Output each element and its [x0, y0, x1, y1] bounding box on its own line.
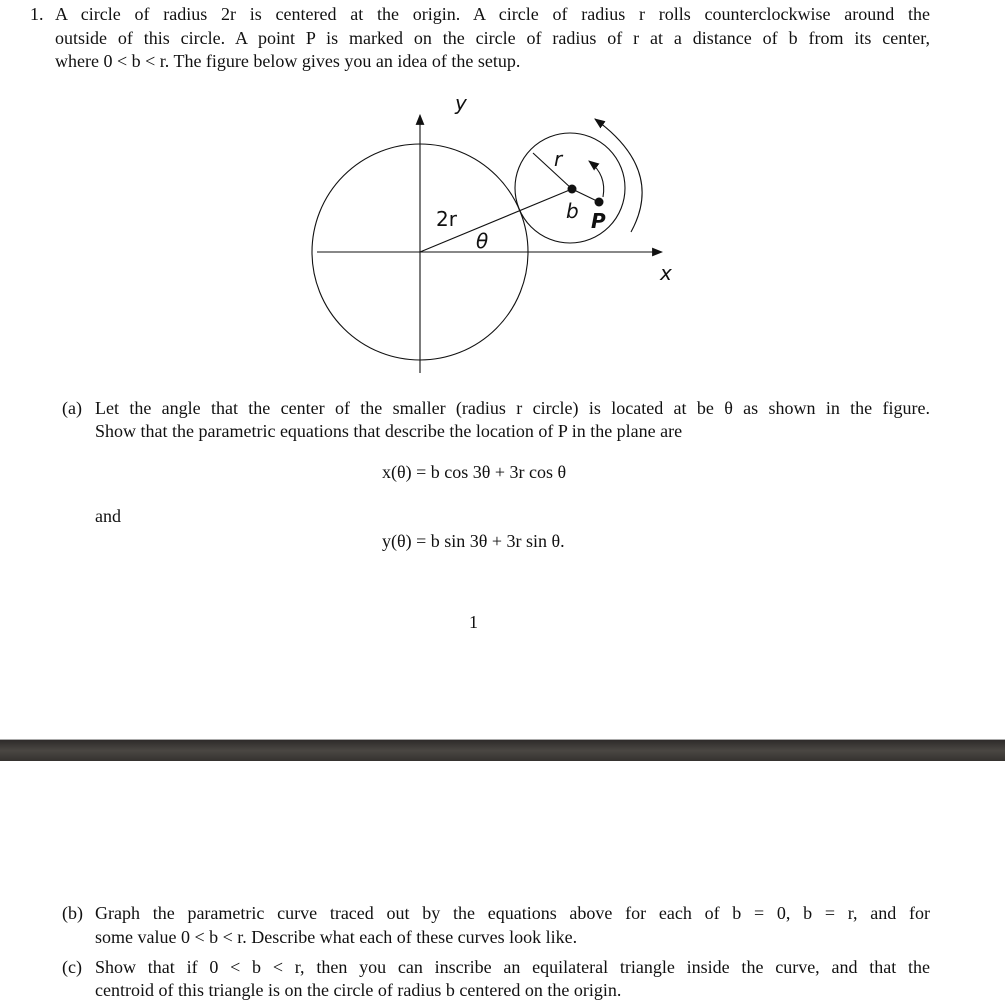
part-c-text: centroid of this triangle is on the circle of radius b centered on the origin. [95, 980, 622, 1000]
part-b-text: Graph the parametric curve traced out by the equations above for each of b = 0, b = r, and for [95, 903, 930, 923]
big-radius-label: 2r [436, 207, 457, 231]
small-radius-line [533, 153, 572, 189]
b-label: b [566, 199, 579, 223]
angle-label: θ [476, 229, 489, 253]
small-radius-label: r [554, 147, 563, 171]
equation-y: y(θ) = b sin 3θ + 3r sin θ. [382, 531, 565, 551]
equation-x: x(θ) = b cos 3θ + 3r cos θ [382, 462, 567, 482]
part-a-text: Let the angle that the center of the smaller (radius r circle) is located at be θ as shown in the figure. [95, 398, 930, 418]
part-a-text: Show that the parametric equations that describe the location of P in the plane are [95, 421, 683, 441]
y-label: y [455, 91, 467, 115]
and-text: and [95, 506, 121, 526]
setup-figure [0, 0, 1005, 400]
point-p-dot [595, 198, 604, 207]
intro-line: outside of this circle. A point P is marked on the circle of radius of r at a distance of b from its center, [55, 28, 930, 48]
part-c-text: Show that if 0 < b < r, then you can inscribe an equilateral triangle inside the curve, and that the [95, 957, 930, 977]
problem-number: 1. [30, 4, 44, 24]
page-separator [0, 739, 1005, 761]
center-dot [568, 185, 577, 194]
intro-line: where 0 < b < r. The figure below gives you an idea of the setup. [55, 51, 521, 71]
page-number: 1 [469, 612, 478, 632]
part-b-text: some value 0 < b < r. Describe what each of these curves look like. [95, 927, 578, 947]
intro-line: A circle of radius 2r is centered at the origin. A circle of radius r rolls counterclockwise around the [55, 4, 930, 24]
part-a-label: (a) [62, 398, 82, 418]
x-label: x [660, 261, 672, 285]
part-c-label: (c) [62, 957, 82, 977]
part-b-label: (b) [62, 903, 83, 923]
p-label: P [591, 209, 606, 233]
spin-arrow [589, 161, 604, 197]
